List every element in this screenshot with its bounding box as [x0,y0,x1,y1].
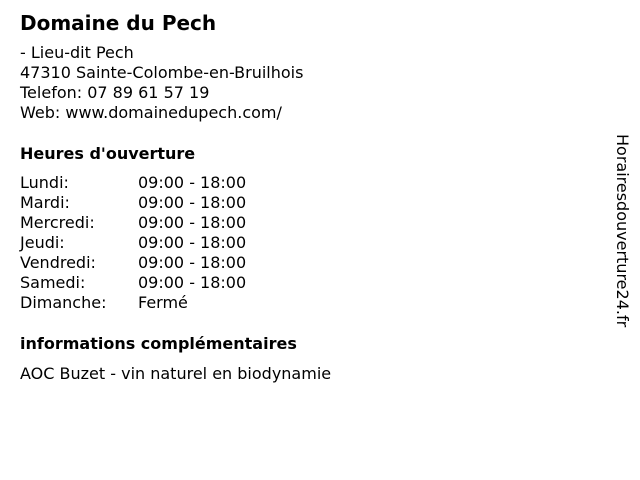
hours-time: Fermé [138,293,188,312]
watermark-text: Horairesdouverture24.fr [613,134,632,328]
hours-day: Jeudi: [20,233,65,252]
additional-info-heading: informations complémentaires [20,334,297,353]
hours-day: Dimanche: [20,293,107,312]
website: Web: www.domainedupech.com/ [20,103,282,122]
hours-day: Lundi: [20,173,69,192]
additional-info-text: AOC Buzet - vin naturel en biodynamie [20,364,332,383]
hours-time: 09:00 - 18:00 [138,173,247,192]
hours-day: Samedi: [20,273,86,292]
hours-time: 09:00 - 18:00 [138,253,247,272]
hours-day: Mardi: [20,193,70,212]
opening-hours-heading: Heures d'ouverture [20,144,196,163]
hours-day: Mercredi: [20,213,95,232]
address-line-1: - Lieu-dit Pech [20,43,134,62]
hours-time: 09:00 - 18:00 [138,233,247,252]
phone-number: Telefon: 07 89 61 57 19 [20,83,210,102]
contact-block [20,43,303,123]
hours-time: 09:00 - 18:00 [138,193,247,212]
address-line-2: 47310 Sainte-Colombe-en-Bruilhois [20,63,304,82]
hours-day: Vendredi: [20,253,96,272]
hours-time: 09:00 - 18:00 [138,213,247,232]
business-name: Domaine du Pech [20,11,217,35]
hours-time: 09:00 - 18:00 [138,273,247,292]
